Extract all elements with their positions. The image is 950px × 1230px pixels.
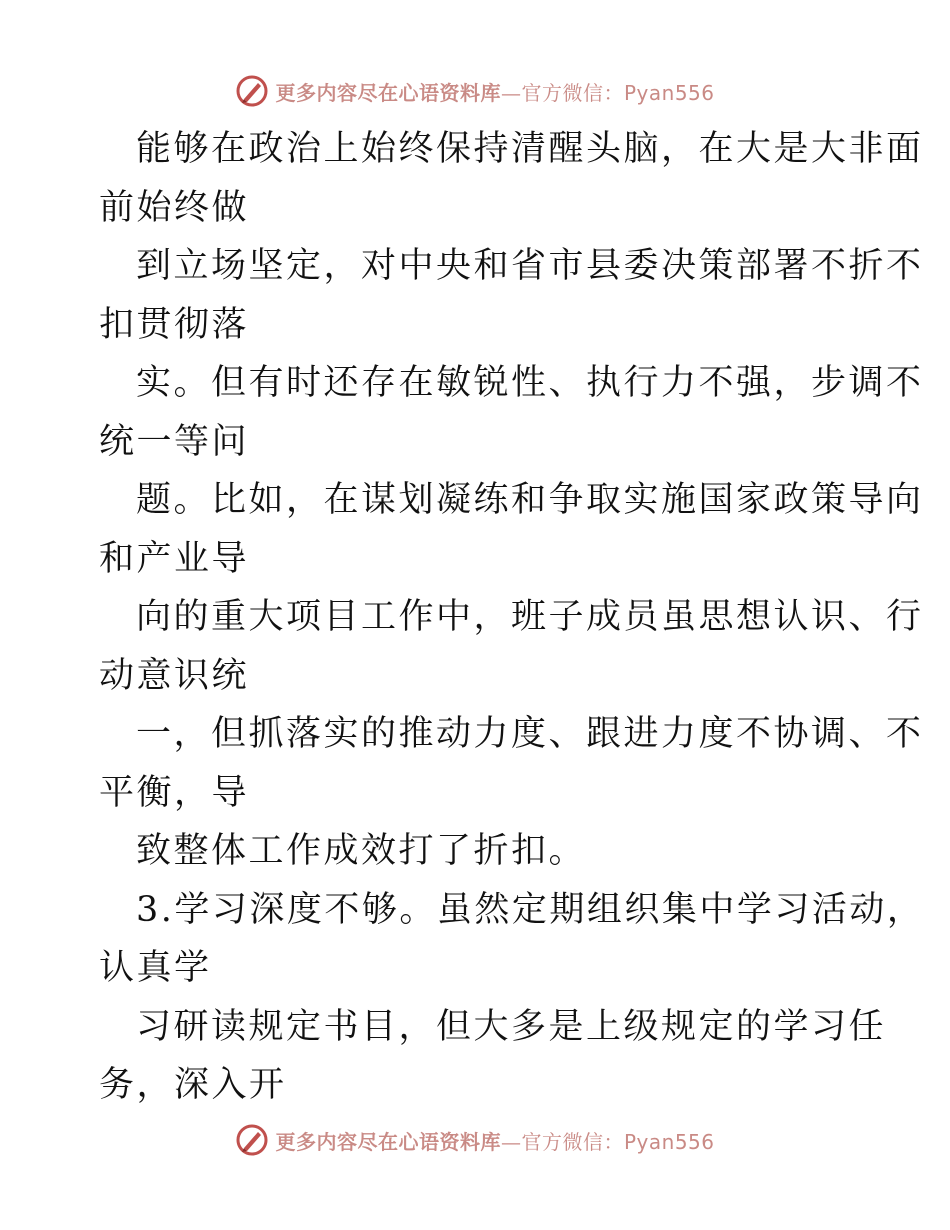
document-body (99, 120, 925, 1115)
footer-watermark (0, 1120, 950, 1160)
text-line: 3.学习深度不够。虽然定期组织集中学习活动， (136, 889, 925, 930)
text-line: 动意识统 (99, 655, 250, 696)
pen-logo-icon (235, 74, 269, 108)
header-watermark (0, 71, 950, 111)
text-line: 平衡，导 (99, 772, 250, 813)
text-line: 一，但抓落实的推动力度、跟进力度不协调、不 (136, 714, 924, 754)
text-line: 到立场坚定，对中央和省市县委决策部署不折不 (136, 246, 924, 286)
text-line: 实。但有时还存在敏锐性、执行力不强，步调不 (136, 363, 924, 403)
text-line: 能够在政治上始终保持清醒头脑，在大是大非面 (136, 129, 924, 169)
watermark-text: 更多内容尽在心语资料库—官方微信：Pyan556 (275, 1129, 715, 1154)
text-line: 扣贯彻落 (99, 304, 250, 345)
text-line: 前始终做 (99, 187, 250, 228)
text-line: 务，深入开 (99, 1065, 287, 1105)
pen-logo-icon (235, 1123, 269, 1157)
text-line: 和产业导 (99, 538, 250, 579)
text-line: 致整体工作成效打了折扣。 (136, 831, 587, 871)
text-line: 认真学 (99, 948, 212, 988)
watermark-text: 更多内容尽在心语资料库—官方微信：Pyan556 (275, 80, 715, 105)
text-line: 向的重大项目工作中，班子成员虽思想认识、行 (136, 597, 924, 637)
text-line: 统一等问 (99, 421, 250, 462)
text-line: 题。比如，在谋划凝练和争取实施国家政策导向 (136, 480, 924, 520)
text-line: 习研读规定书目，但大多是上级规定的学习任 (136, 1006, 887, 1047)
